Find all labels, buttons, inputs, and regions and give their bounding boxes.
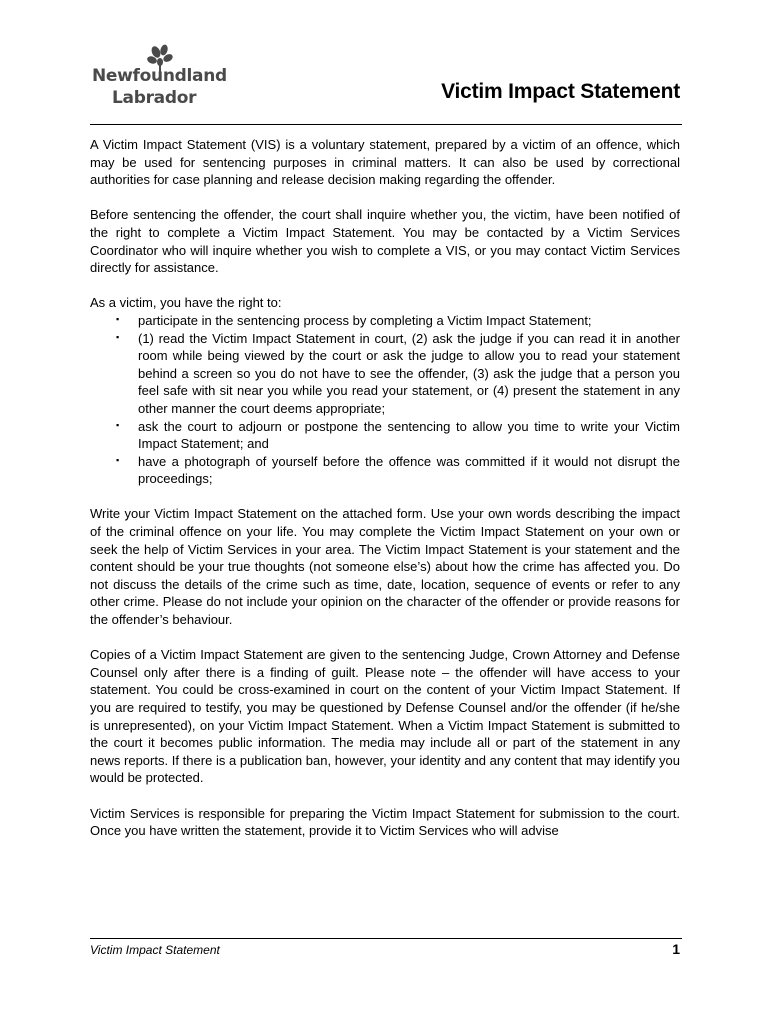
list-item-text: participate in the sentencing process by completing a Victim Impact Statement; xyxy=(138,312,592,328)
footer-divider xyxy=(90,938,682,939)
paragraph-copies: Copies of a Victim Impact Statement are given to the sentencing Judge, Crown Attorney and Defense Counsel only after there is a finding of guilt. Please note – the offender will have access to your statement. You could be cross-examined in court on the content of your Victim Impact Statement. If you are required to testify, you may be questioned by Defense Counsel and/or the offender (if he/she is unrepresented), on your Victim Impact Statement. When a Victim Impact Statement is submitted to the court it becomes public information. The media may include all or part of the statement in any news reports. If there is a publication ban, however, your identity and any content that may identify you would be protected. xyxy=(90,647,680,786)
square-bullet-icon: ▪ xyxy=(116,331,120,342)
square-bullet-icon: ▪ xyxy=(116,313,120,324)
paragraph-writing-instructions: Write your Victim Impact Statement on the attached form. Use your own words describing the impact of the criminal offence on your life. You may complete the Victim Impact Statement on your own or seek the help of Victim Services in your area. The Victim Impact Statement is your statement and the content should be your true thoughts (not someone else’s) about how the crime has affected you. Do not discuss the details of the crime such as time, date, location, sequence of events or refer to any other crime. Please do not include your opinion on the character of the offender or provide reasons for the offender’s behaviour. xyxy=(90,506,680,628)
logo-text-newfoundland: Newfoundland xyxy=(92,66,227,86)
list-item xyxy=(116,312,680,330)
rights-intro: As a victim, you have the right to: xyxy=(90,295,282,311)
square-bullet-icon: ▪ xyxy=(116,419,120,430)
paragraph-notification: Before sentencing the offender, the court shall inquire whether you, the victim, have been notified of the right to complete a Victim Impact Statement. You may be contacted by a Victim Services Coordinator who will inquire whether you wish to complete a VIS, or you may contact Victim Services directly for assistance. xyxy=(90,207,680,276)
rights-list xyxy=(90,312,680,488)
square-bullet-icon: ▪ xyxy=(116,454,120,465)
list-item xyxy=(116,453,680,488)
list-item-text: have a photograph of yourself before the offence was committed if it would not disrupt the proceedings; xyxy=(138,453,680,487)
footer-document-name: Victim Impact Statement xyxy=(90,943,220,957)
list-item xyxy=(116,418,680,453)
document-body xyxy=(90,136,680,857)
paragraph-victim-services: Victim Services is responsible for preparing the Victim Impact Statement for submission to the court. Once you have written the statement, provide it to Victim Services who will advise xyxy=(90,805,680,839)
list-item-text: ask the court to adjourn or postpone the sentencing to allow you time to write your Victim Impact Statement; and xyxy=(138,418,680,452)
header-divider xyxy=(90,124,682,125)
page-number: 1 xyxy=(672,941,680,957)
logo-text-labrador: Labrador xyxy=(112,88,197,108)
list-item-text: (1) read the Victim Impact Statement in court, (2) ask the judge if you can read it in another room while being viewed by the court or ask the judge to allow you to read your statement behind a screen so you do not have to see the offender, (3) ask the judge that a person you feel safe with sit near you while you read your statement, or (4) present the statement in any other manner the court deems appropriate; xyxy=(138,330,680,416)
newfoundland-labrador-logo xyxy=(90,44,227,114)
list-item xyxy=(116,330,680,418)
page-title: Victim Impact Statement xyxy=(441,80,680,103)
paragraph-intro: A Victim Impact Statement (VIS) is a voluntary statement, prepared by a victim of an offence, which may be used for sentencing purposes in criminal matters. It can also be used by correctional authorities for case planning and release decision making regarding the offender. xyxy=(90,137,680,188)
